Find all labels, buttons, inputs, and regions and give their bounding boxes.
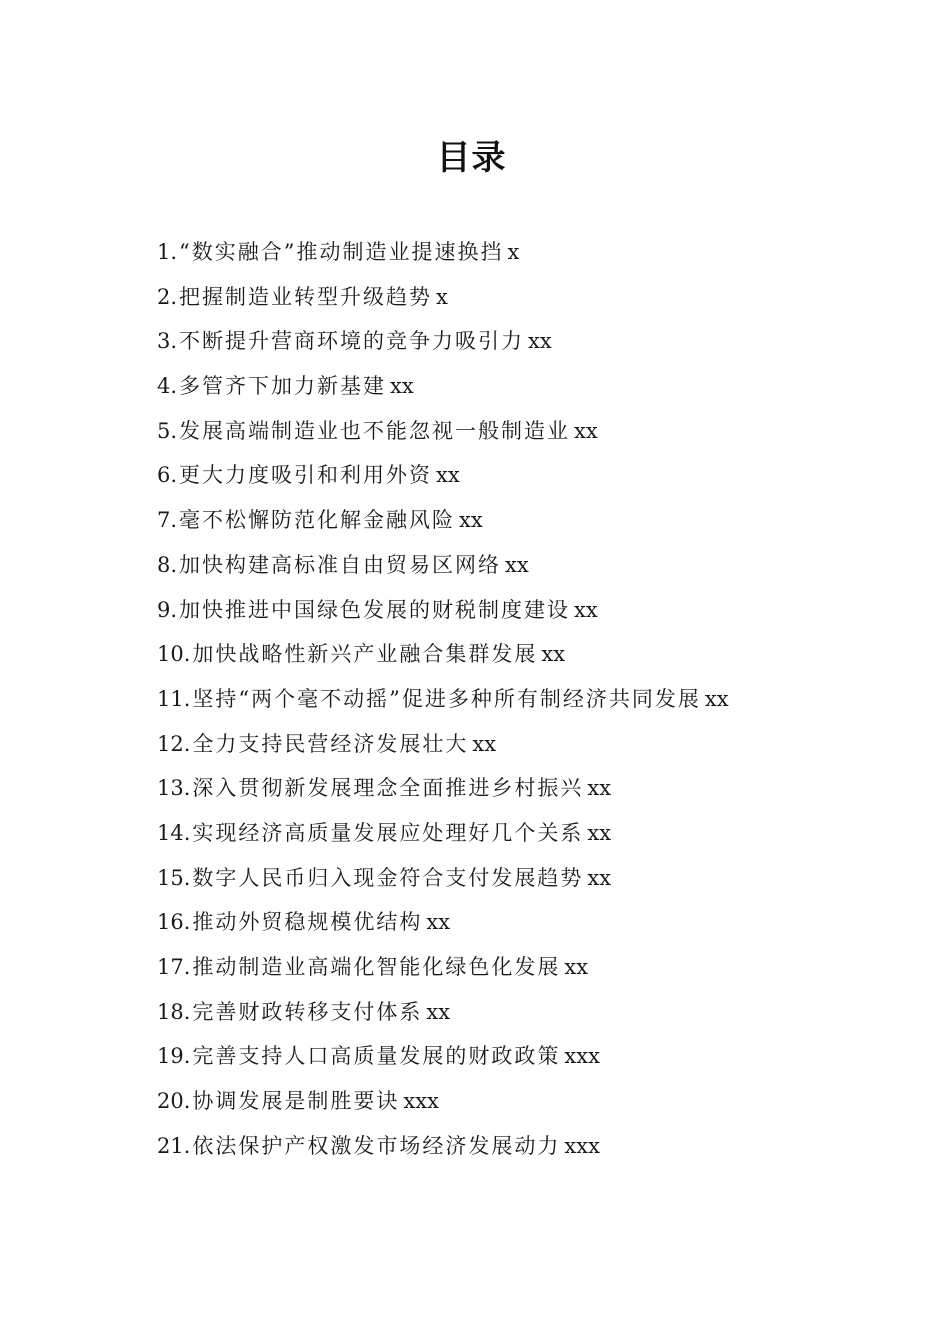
toc-entry: [157, 770, 857, 815]
toc-entry-number: 3.: [157, 329, 178, 354]
toc-entry-page: x: [436, 284, 448, 309]
toc-entry-title: 协调发展是制胜要诀: [192, 1089, 400, 1114]
toc-entry-title: 更大力度吸引和利用外资: [179, 463, 433, 488]
toc-entry: [157, 323, 857, 368]
toc-entry-number: 2.: [157, 284, 178, 309]
toc-entry: [157, 636, 857, 681]
toc-entry-number: 21.: [157, 1133, 191, 1158]
toc-entry-title: 完善财政转移支付体系: [192, 999, 423, 1024]
toc-entry: [157, 949, 857, 994]
toc-entry: [157, 413, 857, 458]
toc-entry-number: 6.: [157, 463, 178, 488]
toc-entry-number: 1.: [157, 240, 178, 264]
toc-entry-page: xx: [541, 642, 566, 667]
toc-entry-page: xxx: [403, 1089, 439, 1114]
toc-entry-page: xx: [390, 374, 414, 399]
toc-entry-page: xx: [426, 910, 451, 935]
toc-entry-page: xx: [459, 508, 483, 533]
toc-entry-page: xx: [505, 552, 529, 577]
toc-entry-number: 13.: [157, 776, 191, 801]
toc-entry-number: 11.: [157, 686, 191, 711]
toc-entry-number: 10.: [157, 642, 191, 667]
toc-entry: [157, 1038, 857, 1083]
toc-entry-title: 深入贯彻新发展理念全面推进乡村振兴: [192, 776, 584, 801]
toc-entry-number: 17.: [157, 955, 191, 979]
toc-entry: [157, 860, 857, 905]
toc-entry-page: xxx: [564, 1044, 600, 1069]
toc-entry-page: x: [507, 240, 520, 264]
toc-entry-page: xx: [587, 865, 612, 890]
toc-entry: [157, 547, 857, 592]
toc-entry-number: 20.: [157, 1089, 191, 1114]
toc-entry-page: xx: [704, 686, 729, 711]
toc-entry: [157, 457, 857, 502]
toc-entry: [157, 1083, 857, 1128]
toc-entry: [157, 726, 857, 771]
toc-entry-page: xx: [574, 418, 598, 443]
toc-entry-number: 16.: [157, 910, 191, 935]
toc-entry-title: 毫不松懈防范化解金融风险: [179, 508, 456, 533]
toc-entry-title: 完善支持人口高质量发展的财政政策: [192, 1044, 561, 1069]
toc-entry-title: 坚持“两个毫不动摇”促进多种所有制经济共同发展: [192, 686, 701, 711]
toc-entry-title: 不断提升营商环境的竞争力吸引力: [179, 329, 525, 354]
toc-entry-number: 14.: [157, 820, 191, 845]
toc-entry-title: 把握制造业转型升级趋势: [179, 284, 433, 309]
toc-entry-title: 推动外贸稳规模优结构: [192, 910, 423, 935]
table-of-contents: [157, 234, 857, 1172]
toc-entry-page: xx: [436, 463, 460, 488]
toc-entry-title: 多管齐下加力新基建: [179, 374, 387, 399]
toc-entry: [157, 368, 857, 413]
toc-entry-page: xx: [574, 597, 598, 622]
toc-entry-number: 15.: [157, 865, 191, 890]
toc-entry-number: 7.: [157, 508, 178, 533]
page-title: 目录: [436, 138, 507, 178]
toc-entry-page: xx: [564, 955, 589, 979]
toc-entry-title: 发展高端制造业也不能忽视一般制造业: [179, 418, 571, 443]
toc-entry-page: xx: [426, 999, 451, 1024]
toc-entry-title: “数实融合”推动制造业提速换挡: [179, 240, 504, 264]
toc-entry-number: 5.: [157, 418, 178, 443]
toc-entry-page: xx: [528, 329, 552, 354]
toc-entry: [157, 815, 857, 860]
toc-entry: [157, 234, 857, 279]
toc-entry-number: 19.: [157, 1044, 191, 1069]
toc-entry-title: 加快构建高标准自由贸易区网络: [179, 552, 502, 577]
toc-entry-title: 数字人民币归入现金符合支付发展趋势: [192, 865, 584, 890]
toc-entry-page: xxx: [564, 1133, 600, 1158]
toc-entry: [157, 279, 857, 324]
toc-entry-title: 推动制造业高端化智能化绿色化发展: [192, 955, 561, 979]
toc-entry: [157, 1128, 857, 1173]
toc-entry-page: xx: [587, 820, 612, 845]
toc-entry-page: xx: [587, 776, 612, 801]
toc-entry-number: 8.: [157, 552, 178, 577]
toc-entry-title: 依法保护产权激发市场经济发展动力: [192, 1133, 561, 1158]
toc-entry: [157, 904, 857, 949]
toc-entry-title: 加快推进中国绿色发展的财税制度建设: [179, 597, 571, 622]
toc-entry-page: xx: [472, 731, 497, 756]
toc-entry-number: 9.: [157, 597, 178, 622]
toc-entry-number: 4.: [157, 374, 178, 399]
toc-entry-title: 加快战略性新兴产业融合集群发展: [192, 642, 538, 667]
toc-entry-number: 18.: [157, 999, 191, 1024]
toc-entry-number: 12.: [157, 731, 191, 756]
toc-entry: [157, 994, 857, 1039]
toc-entry: [157, 502, 857, 547]
toc-entry: [157, 592, 857, 637]
toc-entry-title: 实现经济高质量发展应处理好几个关系: [192, 820, 584, 845]
toc-entry-title: 全力支持民营经济发展壮大: [192, 731, 469, 756]
toc-entry: [157, 681, 857, 726]
